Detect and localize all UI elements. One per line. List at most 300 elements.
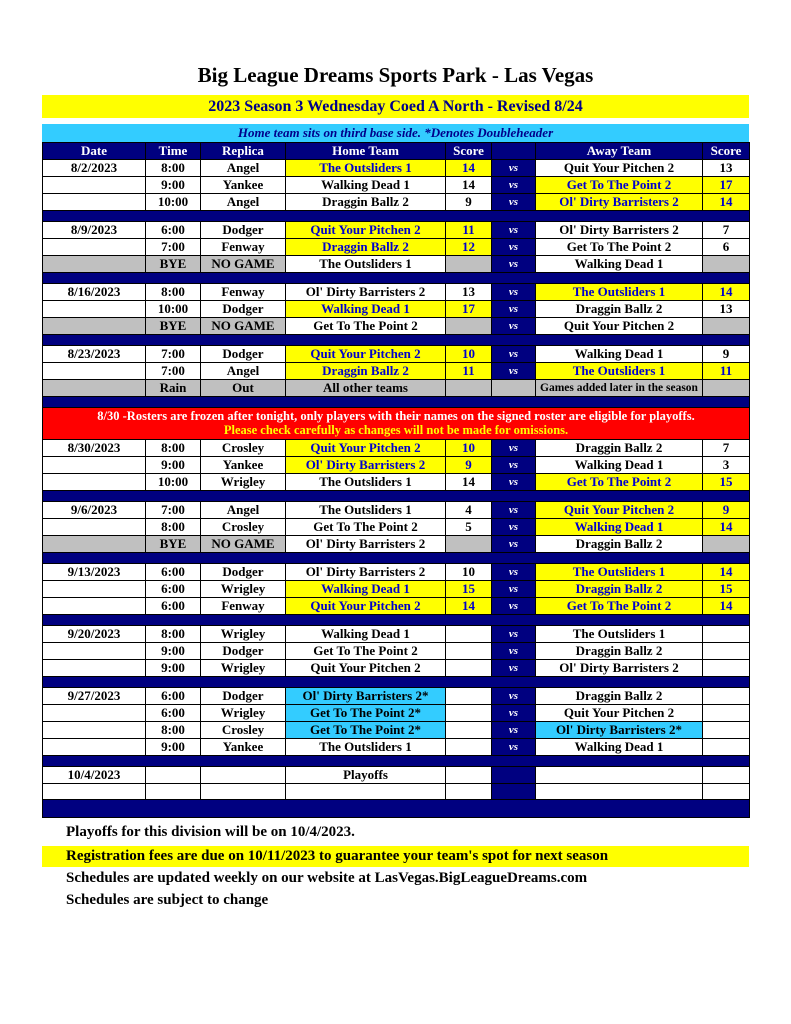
sep-row	[43, 677, 750, 688]
home-team-cell: Walking Dead 1	[286, 301, 446, 318]
date-cell	[43, 318, 146, 335]
away-team-cell: Ol' Dirty Barristers 2	[536, 660, 703, 677]
time-cell: 8:00	[146, 440, 201, 457]
away-score-cell	[703, 660, 750, 677]
away-team-cell: Draggin Ballz 2	[536, 581, 703, 598]
home-score-cell: 12	[446, 239, 492, 256]
sep-row	[43, 800, 750, 818]
game-row	[43, 284, 750, 301]
time-cell: 7:00	[146, 346, 201, 363]
away-team-cell: Quit Your Pitchen 2	[536, 502, 703, 519]
date-cell	[43, 474, 146, 491]
col-header-home-score: Score	[446, 143, 492, 160]
game-row	[43, 519, 750, 536]
home-team-cell: Walking Dead 1	[286, 177, 446, 194]
sep-row	[43, 335, 750, 346]
home-score-cell	[446, 256, 492, 273]
away-team-cell: Draggin Ballz 2	[536, 643, 703, 660]
subject-to-change-note: Schedules are subject to change	[66, 892, 269, 908]
away-team-cell: Ol' Dirty Barristers 2*	[536, 722, 703, 739]
away-score-cell: 13	[703, 160, 750, 177]
away-team-cell: Walking Dead 1	[536, 519, 703, 536]
date-cell: 8/23/2023	[43, 346, 146, 363]
date-cell	[43, 301, 146, 318]
date-cell	[43, 705, 146, 722]
col-header-away-score: Score	[703, 143, 750, 160]
away-score-cell	[703, 784, 750, 800]
home-score-cell: 14	[446, 177, 492, 194]
away-score-cell: 11	[703, 363, 750, 380]
away-team-cell: Quit Your Pitchen 2	[536, 318, 703, 335]
away-score-cell: 15	[703, 474, 750, 491]
home-score-cell: 13	[446, 284, 492, 301]
home-team-cell: Ol' Dirty Barristers 2	[286, 536, 446, 553]
time-cell: Rain	[146, 380, 201, 397]
registration-note: Registration fees are due on 10/11/2023 to guarantee your team's spot for next season	[42, 846, 749, 867]
game-row	[43, 457, 750, 474]
date-cell: 9/13/2023	[43, 564, 146, 581]
time-cell: 8:00	[146, 160, 201, 177]
sep-row	[43, 273, 750, 284]
date-cell	[43, 239, 146, 256]
game-row	[43, 346, 750, 363]
home-score-cell	[446, 688, 492, 705]
replica-cell: Crosley	[201, 440, 286, 457]
away-score-cell: 14	[703, 598, 750, 615]
col-header-vs	[492, 143, 536, 160]
notice-line-2: Please check carefully as changes will not be made for omissions.	[223, 423, 569, 437]
replica-cell: Wrigley	[201, 660, 286, 677]
replica-cell: Dodger	[201, 301, 286, 318]
vs-cell: vs	[492, 160, 536, 177]
col-header-home-team: Home Team	[286, 143, 446, 160]
home-score-cell: 10	[446, 440, 492, 457]
time-cell: 10:00	[146, 194, 201, 211]
schedule-body	[43, 160, 750, 818]
away-team-cell: Draggin Ballz 2	[536, 440, 703, 457]
date-cell: 9/6/2023	[43, 502, 146, 519]
away-score-cell	[703, 739, 750, 756]
home-score-cell: 10	[446, 564, 492, 581]
vs-cell: vs	[492, 643, 536, 660]
date-cell	[43, 643, 146, 660]
footer	[42, 824, 749, 909]
time-cell: 8:00	[146, 284, 201, 301]
away-score-cell	[703, 536, 750, 553]
time-cell: 6:00	[146, 688, 201, 705]
home-team-cell: All other teams	[286, 380, 446, 397]
home-team-cell: Get To The Point 2	[286, 318, 446, 335]
vs-cell: vs	[492, 502, 536, 519]
date-cell: 8/2/2023	[43, 160, 146, 177]
date-cell	[43, 660, 146, 677]
time-cell	[146, 767, 201, 784]
separator-bar	[43, 273, 750, 284]
col-header-away-team: Away Team	[536, 143, 703, 160]
game-row	[43, 626, 750, 643]
away-team-cell: Quit Your Pitchen 2	[536, 160, 703, 177]
game-row	[43, 688, 750, 705]
home-score-cell	[446, 318, 492, 335]
rosters-frozen-notice	[43, 408, 750, 440]
home-score-cell: 14	[446, 160, 492, 177]
vs-cell: vs	[492, 363, 536, 380]
away-score-cell: 7	[703, 222, 750, 239]
home-team-cell: Quit Your Pitchen 2	[286, 222, 446, 239]
away-team-cell	[536, 784, 703, 800]
home-team-cell: Quit Your Pitchen 2	[286, 598, 446, 615]
separator-bar	[43, 800, 750, 818]
time-cell: 9:00	[146, 739, 201, 756]
time-cell: 9:00	[146, 643, 201, 660]
vs-cell: vs	[492, 301, 536, 318]
replica-cell: Angel	[201, 160, 286, 177]
replica-cell: Yankee	[201, 177, 286, 194]
vs-cell: vs	[492, 626, 536, 643]
date-cell: 8/16/2023	[43, 284, 146, 301]
home-team-cell: Get To The Point 2	[286, 643, 446, 660]
time-cell	[146, 784, 201, 800]
separator-bar	[43, 491, 750, 502]
vs-cell: vs	[492, 660, 536, 677]
home-score-cell	[446, 705, 492, 722]
empty-row	[43, 784, 750, 800]
schedule-sheet	[42, 95, 749, 818]
away-team-cell: Get To The Point 2	[536, 239, 703, 256]
date-cell	[43, 581, 146, 598]
vs-cell: vs	[492, 177, 536, 194]
time-cell: 6:00	[146, 705, 201, 722]
vs-cell: vs	[492, 581, 536, 598]
time-cell: 6:00	[146, 564, 201, 581]
home-team-cell: Playoffs	[286, 767, 446, 784]
game-row	[43, 474, 750, 491]
game-row	[43, 440, 750, 457]
date-cell	[43, 194, 146, 211]
replica-cell: Wrigley	[201, 581, 286, 598]
home-team-cell: The Outsliders 1	[286, 502, 446, 519]
vs-cell: vs	[492, 688, 536, 705]
home-score-cell	[446, 722, 492, 739]
page-title: Big League Dreams Sports Park - Las Vegas	[197, 63, 594, 87]
home-team-cell: Ol' Dirty Barristers 2*	[286, 688, 446, 705]
away-score-cell	[703, 688, 750, 705]
sep-row	[43, 397, 750, 408]
game-row	[43, 363, 750, 380]
col-header-replica: Replica	[201, 143, 286, 160]
home-team-cell: Quit Your Pitchen 2	[286, 346, 446, 363]
home-score-cell	[446, 536, 492, 553]
time-cell: 6:00	[146, 581, 201, 598]
time-cell: 9:00	[146, 457, 201, 474]
away-score-cell	[703, 318, 750, 335]
game-row	[43, 581, 750, 598]
time-cell: 8:00	[146, 722, 201, 739]
vs-cell: vs	[492, 222, 536, 239]
replica-cell: NO GAME	[201, 318, 286, 335]
home-score-cell	[446, 626, 492, 643]
replica-cell: Wrigley	[201, 626, 286, 643]
home-score-cell: 15	[446, 581, 492, 598]
home-team-cell: The Outsliders 1	[286, 739, 446, 756]
away-score-cell	[703, 643, 750, 660]
replica-cell: Angel	[201, 194, 286, 211]
game-row	[43, 739, 750, 756]
time-cell: 9:00	[146, 660, 201, 677]
date-cell	[43, 784, 146, 800]
home-team-cell: The Outsliders 1	[286, 160, 446, 177]
game-row	[43, 660, 750, 677]
away-team-cell	[536, 767, 703, 784]
time-cell: 10:00	[146, 474, 201, 491]
home-score-cell	[446, 739, 492, 756]
away-team-cell: Walking Dead 1	[536, 739, 703, 756]
home-score-cell	[446, 767, 492, 784]
date-cell: 9/27/2023	[43, 688, 146, 705]
sep-row	[43, 491, 750, 502]
away-team-cell: Quit Your Pitchen 2	[536, 705, 703, 722]
separator-bar	[43, 335, 750, 346]
sep-row	[43, 615, 750, 626]
date-cell	[43, 380, 146, 397]
home-score-cell	[446, 380, 492, 397]
replica-cell: Angel	[201, 363, 286, 380]
away-score-cell	[703, 705, 750, 722]
home-score-cell: 14	[446, 474, 492, 491]
home-score-cell: 11	[446, 363, 492, 380]
time-cell: BYE	[146, 256, 201, 273]
date-cell	[43, 722, 146, 739]
rain-row	[43, 380, 750, 397]
game-row	[43, 502, 750, 519]
date-cell: 8/9/2023	[43, 222, 146, 239]
away-team-cell: Walking Dead 1	[536, 256, 703, 273]
date-cell	[43, 457, 146, 474]
separator-bar	[43, 553, 750, 564]
time-cell: BYE	[146, 318, 201, 335]
away-team-cell: The Outsliders 1	[536, 363, 703, 380]
home-score-cell	[446, 660, 492, 677]
game-row	[43, 705, 750, 722]
home-score-cell: 14	[446, 598, 492, 615]
vs-cell: vs	[492, 598, 536, 615]
replica-cell: Dodger	[201, 688, 286, 705]
separator-bar	[43, 677, 750, 688]
replica-cell: Crosley	[201, 722, 286, 739]
replica-cell	[201, 767, 286, 784]
date-cell: 8/30/2023	[43, 440, 146, 457]
date-cell	[43, 536, 146, 553]
game-row	[43, 301, 750, 318]
home-team-cell: Ol' Dirty Barristers 2	[286, 564, 446, 581]
away-team-cell: Draggin Ballz 2	[536, 688, 703, 705]
vs-cell: vs	[492, 536, 536, 553]
away-score-cell: 3	[703, 457, 750, 474]
home-team-cell: Get To The Point 2*	[286, 705, 446, 722]
away-score-cell	[703, 767, 750, 784]
vs-cell: vs	[492, 519, 536, 536]
away-score-cell	[703, 256, 750, 273]
home-score-cell: 4	[446, 502, 492, 519]
sep-row	[43, 211, 750, 222]
away-team-cell: Walking Dead 1	[536, 346, 703, 363]
game-row	[43, 564, 750, 581]
away-team-cell: The Outsliders 1	[536, 626, 703, 643]
replica-cell: Dodger	[201, 564, 286, 581]
replica-cell: Wrigley	[201, 705, 286, 722]
home-score-cell: 9	[446, 457, 492, 474]
home-team-cell: Draggin Ballz 2	[286, 239, 446, 256]
replica-cell: NO GAME	[201, 536, 286, 553]
replica-cell: Out	[201, 380, 286, 397]
home-score-cell: 9	[446, 194, 492, 211]
date-cell	[43, 598, 146, 615]
game-row	[43, 222, 750, 239]
time-cell: 7:00	[146, 239, 201, 256]
vs-cell	[492, 767, 536, 784]
sep-row	[43, 756, 750, 767]
season-banner: 2023 Season 3 Wednesday Coed A North - Revised 8/24	[42, 95, 749, 118]
away-team-cell: Get To The Point 2	[536, 474, 703, 491]
replica-cell: Dodger	[201, 346, 286, 363]
time-cell: 8:00	[146, 626, 201, 643]
home-team-cell: Walking Dead 1	[286, 581, 446, 598]
home-score-cell	[446, 784, 492, 800]
vs-cell: vs	[492, 284, 536, 301]
away-score-cell: 9	[703, 502, 750, 519]
home-score-cell: 17	[446, 301, 492, 318]
vs-cell: vs	[492, 722, 536, 739]
away-score-cell: 9	[703, 346, 750, 363]
vs-cell: vs	[492, 239, 536, 256]
vs-cell: vs	[492, 564, 536, 581]
replica-cell: Fenway	[201, 598, 286, 615]
home-score-cell: 11	[446, 222, 492, 239]
time-cell: 10:00	[146, 301, 201, 318]
home-team-cell: The Outsliders 1	[286, 474, 446, 491]
home-score-cell: 10	[446, 346, 492, 363]
game-row	[43, 160, 750, 177]
home-team-cell: Ol' Dirty Barristers 2	[286, 284, 446, 301]
home-team-cell	[286, 784, 446, 800]
bye-row	[43, 536, 750, 553]
game-row	[43, 722, 750, 739]
replica-cell: NO GAME	[201, 256, 286, 273]
col-header-time: Time	[146, 143, 201, 160]
date-cell	[43, 363, 146, 380]
bye-row	[43, 318, 750, 335]
vs-cell: vs	[492, 194, 536, 211]
replica-cell: Crosley	[201, 519, 286, 536]
game-row	[43, 194, 750, 211]
game-row	[43, 177, 750, 194]
home-team-cell: Quit Your Pitchen 2	[286, 440, 446, 457]
playoffs-note: Playoffs for this division will be on 10/4/2023.	[66, 824, 355, 840]
info-banner: Home team sits on third base side. *Denotes Doubleheader	[42, 124, 749, 142]
vs-cell: vs	[492, 440, 536, 457]
date-cell: 10/4/2023	[43, 767, 146, 784]
date-cell: 9/20/2023	[43, 626, 146, 643]
separator-bar	[43, 397, 750, 408]
away-team-cell: Get To The Point 2	[536, 598, 703, 615]
notice-row	[43, 408, 750, 440]
game-row	[43, 643, 750, 660]
home-team-cell: Get To The Point 2*	[286, 722, 446, 739]
away-team-cell: Draggin Ballz 2	[536, 536, 703, 553]
home-team-cell: Draggin Ballz 2	[286, 194, 446, 211]
away-team-cell: Ol' Dirty Barristers 2	[536, 222, 703, 239]
time-cell: 8:00	[146, 519, 201, 536]
time-cell: 7:00	[146, 502, 201, 519]
home-team-cell: Get To The Point 2	[286, 519, 446, 536]
date-cell	[43, 256, 146, 273]
home-score-cell	[446, 643, 492, 660]
sep-row	[43, 553, 750, 564]
date-cell	[43, 519, 146, 536]
away-team-cell: The Outsliders 1	[536, 564, 703, 581]
home-team-cell: Ol' Dirty Barristers 2	[286, 457, 446, 474]
time-cell: 6:00	[146, 222, 201, 239]
away-team-cell: Draggin Ballz 2	[536, 301, 703, 318]
vs-cell: vs	[492, 474, 536, 491]
vs-cell: vs	[492, 739, 536, 756]
away-score-cell: 13	[703, 301, 750, 318]
separator-bar	[43, 756, 750, 767]
replica-cell: Yankee	[201, 457, 286, 474]
away-team-cell: The Outsliders 1	[536, 284, 703, 301]
playoffs-row	[43, 767, 750, 784]
away-score-cell	[703, 722, 750, 739]
date-cell	[43, 739, 146, 756]
away-score-cell: 14	[703, 284, 750, 301]
away-score-cell	[703, 626, 750, 643]
replica-cell: Wrigley	[201, 474, 286, 491]
time-cell: 6:00	[146, 598, 201, 615]
separator-bar	[43, 615, 750, 626]
time-cell: BYE	[146, 536, 201, 553]
website-note: Schedules are updated weekly on our website at LasVegas.BigLeagueDreams.com	[66, 870, 588, 886]
replica-cell: Angel	[201, 502, 286, 519]
home-team-cell: Quit Your Pitchen 2	[286, 660, 446, 677]
schedule-table	[42, 142, 750, 818]
home-score-cell: 5	[446, 519, 492, 536]
date-cell	[43, 177, 146, 194]
time-cell: 9:00	[146, 177, 201, 194]
replica-cell: Dodger	[201, 222, 286, 239]
replica-cell: Dodger	[201, 643, 286, 660]
game-row	[43, 239, 750, 256]
replica-cell	[201, 784, 286, 800]
away-score-cell: 14	[703, 194, 750, 211]
away-team-cell: Get To The Point 2	[536, 177, 703, 194]
home-team-cell: Draggin Ballz 2	[286, 363, 446, 380]
away-score-cell: 14	[703, 564, 750, 581]
vs-cell: vs	[492, 705, 536, 722]
away-team-cell: Games added later in the season	[536, 380, 703, 397]
away-team-cell: Ol' Dirty Barristers 2	[536, 194, 703, 211]
away-score-cell: 7	[703, 440, 750, 457]
away-score-cell: 6	[703, 239, 750, 256]
home-team-cell: The Outsliders 1	[286, 256, 446, 273]
away-team-cell: Walking Dead 1	[536, 457, 703, 474]
game-row	[43, 598, 750, 615]
notice-line-1: 8/30 -Rosters are frozen after tonight, only players with their names on the signed roster are eligible for playoffs.	[97, 409, 695, 423]
col-header-date: Date	[43, 143, 146, 160]
vs-cell: vs	[492, 457, 536, 474]
away-score-cell: 15	[703, 581, 750, 598]
header-row	[43, 143, 750, 160]
away-score-cell	[703, 380, 750, 397]
